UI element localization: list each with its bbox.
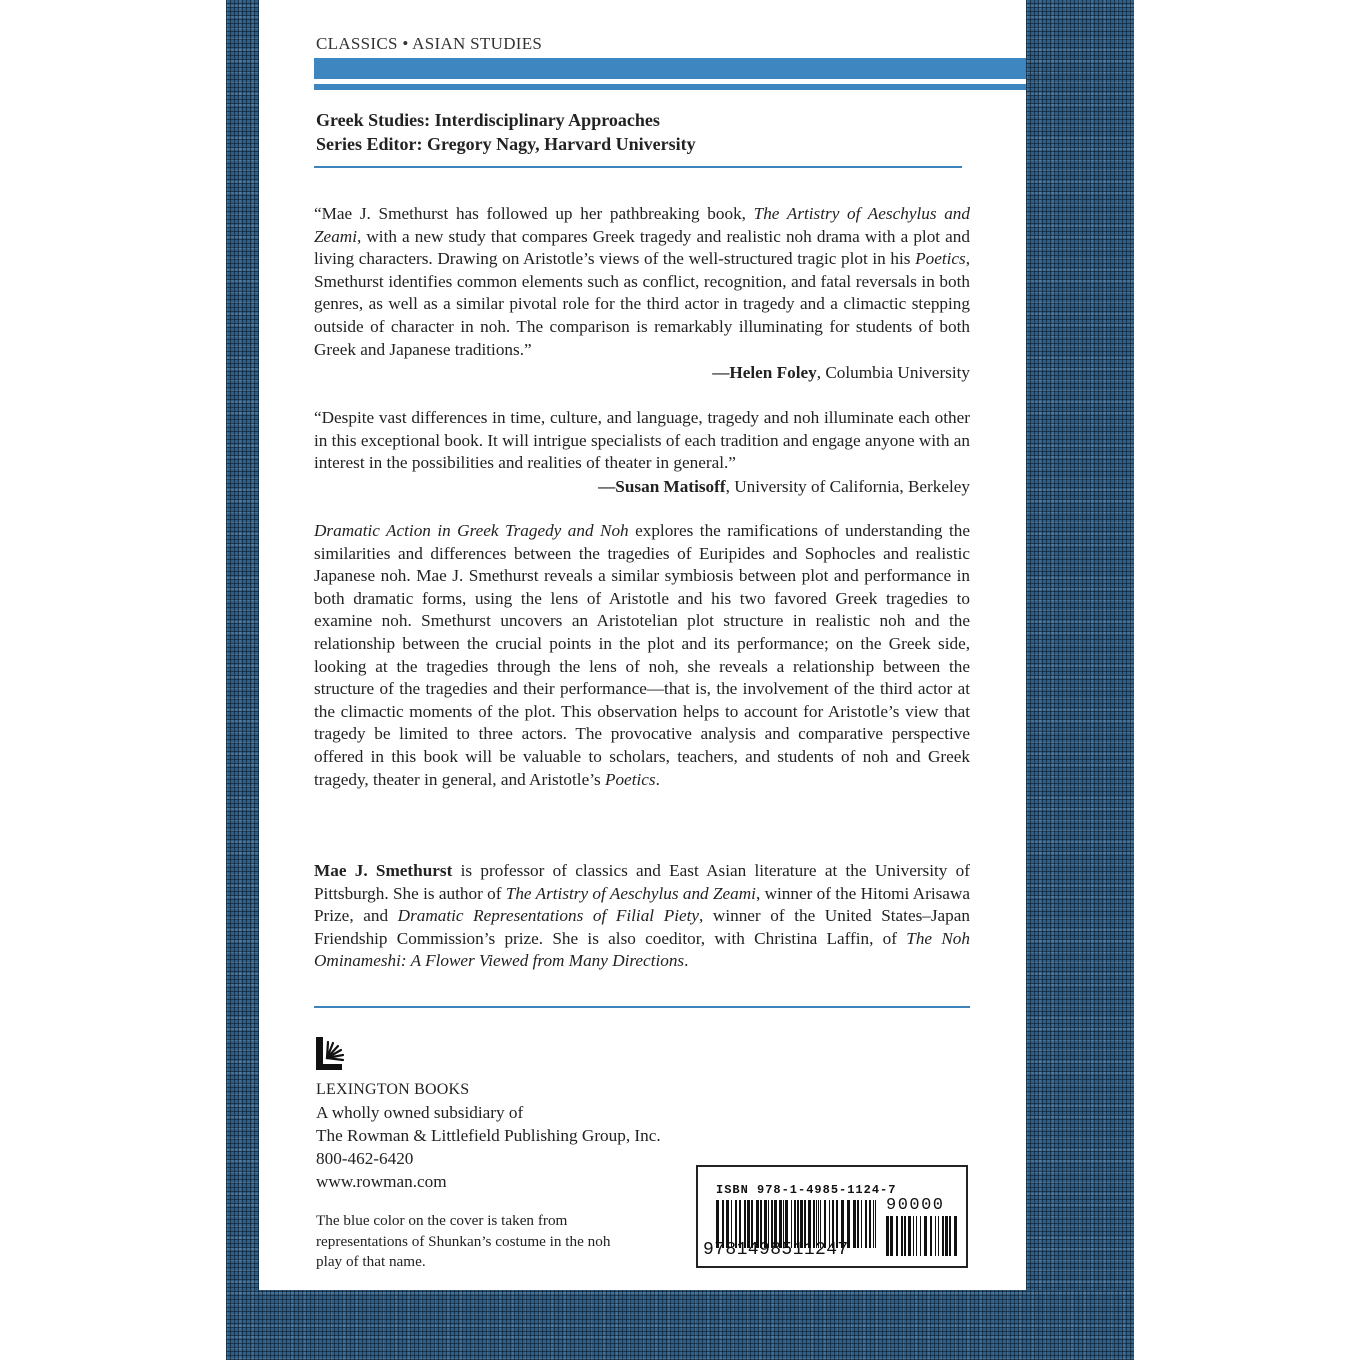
blurb-quote-1: [314, 203, 970, 361]
barcode-bar: [916, 1216, 917, 1256]
attribution-affiliation: , University of California, Berkeley: [725, 477, 970, 496]
author-bio: [314, 860, 970, 973]
price-code: 90000: [886, 1196, 945, 1215]
cloth-texture-right: [1026, 0, 1134, 1360]
attribution-dash: —: [598, 477, 616, 496]
barcode-bar: [865, 1200, 867, 1248]
barcode-bar: [945, 1216, 948, 1256]
barcode-bar: [930, 1216, 932, 1256]
barcode-bar: [935, 1216, 936, 1256]
bio-book-title: The Noh Ominameshi: A Flower Viewed from Many Directions: [314, 928, 970, 971]
bio-text: , winner of the Hitomi Arisawa Prize, and: [314, 883, 970, 926]
blurb-1-text: , with a new study that compares Greek tragedy and realistic noh drama with a plot and living characters. Drawing on Aristotle’s views of the well-structured tragic plot in his: [314, 226, 970, 269]
blurb-1-poetics: Poetics: [915, 249, 966, 269]
bio-text: is professor of classics and East Asian literature at the University of Pittsburgh. She is author of: [314, 861, 970, 903]
blurb-1-text: “Mae J. Smethurst has followed up her pathbreaking book,: [314, 204, 754, 223]
barcode-bar: [875, 1200, 876, 1248]
divider-top: [314, 166, 962, 168]
header-band-thick: [314, 58, 1026, 79]
cloth-texture-left: [226, 0, 259, 1360]
cover-color-note: The blue color on the cover is taken from representations of Shunkan’s costume in the noh play of that name.: [316, 1212, 611, 1270]
series-editor: Series Editor: Gregory Nagy, Harvard University: [316, 134, 696, 154]
barcode-bar: [908, 1216, 911, 1256]
description-text: explores the ramifications of understanding the similarities and differences between the tragedies of Euripides and Sophocles and realistic Japanese noh. Mae J. Smethurst reveals a similar symbiosis between plot and performance in both dramatic forms, using the lens of Aristotle and his two favored Greek tragedies to examine noh. Smethurst uncovers an Aristotelian plot structure in realistic noh and the relationship between the crucial points in the plot and its performance; on the Greek side, looking at the tragedies through the lens of noh, she reveals a relationship between the structure of the tragedies and their performance—that is, the involvement of the third actor at the climactic moments of the plot. This observation helps to account for Aristotle’s view that tragedy be limited to three actors. The provocative analysis and comparative perspective offered in this book will be valuable to scholars, teachers, and students of noh and Greek tragedy, theater in general, and Aristotle’s: [314, 521, 970, 789]
barcode-bar: [920, 1216, 921, 1256]
bio-text: , winner of the United States–Japan Friendship Commission’s prize. She is also coeditor, with Christina Laffin, of: [314, 906, 970, 948]
barcode-bar: [861, 1200, 862, 1248]
description-book-title: Dramatic Action in Greek Tragedy and Noh: [314, 521, 629, 540]
bio-text: .: [684, 951, 689, 971]
isbn-label: ISBN 978-1-4985-1124-7: [716, 1183, 897, 1197]
barcode-bar: [896, 1216, 898, 1256]
attribution-dash: —: [712, 363, 730, 382]
barcode-bar: [913, 1216, 914, 1256]
publisher-website: www.rowman.com: [316, 1172, 447, 1191]
barcode-bar: [869, 1200, 871, 1248]
attribution-name: Helen Foley: [729, 363, 817, 382]
blurb-attribution-2: [314, 476, 970, 499]
barcode-bar: [949, 1216, 951, 1256]
bio-book-title: Dramatic Representations of Filial Piety: [397, 906, 699, 926]
book-description: [314, 520, 970, 791]
publisher-line-1: A wholly owned subsidiary of: [316, 1103, 524, 1122]
attribution-name: Susan Matisoff: [615, 477, 726, 496]
subject-category: CLASSICS • ASIAN STUDIES: [316, 34, 543, 53]
author-name: Mae J. Smethurst: [314, 861, 453, 880]
publisher-name: LEXINGTON BOOKS: [316, 1081, 470, 1098]
description-text: .: [655, 769, 660, 789]
barcode-bar: [853, 1200, 856, 1248]
barcode-bar: [857, 1200, 859, 1248]
barcode-bar: [954, 1216, 957, 1256]
series-title: Greek Studies: Interdisciplinary Approaches: [316, 110, 660, 130]
barcode-bar: [904, 1216, 906, 1256]
barcode-bar: [924, 1216, 927, 1256]
blurb-1-book-title: The Artistry of Aeschylus and Zeami: [314, 204, 970, 246]
divider-bottom: [314, 1006, 970, 1008]
blurb-1-text: , Smethurst identifies common elements such as conflict, recognition, and fatal reversals in both genres, as well as a similar pivotal role for the third actor in tragedy and a climactic stepping outside of character in noh. The comparison is remarkably illuminating for students of both Greek and Japanese traditions.”: [314, 249, 970, 359]
barcode-bar: [886, 1216, 889, 1256]
description-poetics: Poetics: [604, 769, 656, 789]
barcode-bar: [901, 1216, 903, 1256]
barcode-bar: [873, 1200, 874, 1248]
barcode-bar: [890, 1216, 893, 1256]
blurb-quote-2: [314, 407, 970, 475]
series-info: [316, 108, 956, 156]
blurb-attribution-1: [314, 362, 970, 385]
publisher-info: [316, 1078, 661, 1193]
cloth-texture-bottom: [226, 1290, 1134, 1360]
bio-book-title: The Artistry of Aeschylus and Zeami: [505, 883, 756, 903]
header-band-thin: [314, 84, 1026, 90]
barcode-bar: [938, 1216, 939, 1256]
blurb-2-text: “Despite vast differences in time, culture, and language, tragedy and noh illuminate each other in this exceptional book. It will intrigue specialists of each tradition and engage anyone with an interest in the possibilities and realities of theater in general.”: [314, 408, 970, 473]
publisher-line-2: The Rowman & Littlefield Publishing Group, Inc.: [316, 1126, 661, 1145]
addon-barcode: [886, 1216, 958, 1256]
publisher-phone: 800-462-6420: [316, 1149, 414, 1168]
lexington-books-logo-icon: [314, 1034, 354, 1074]
attribution-affiliation: , Columbia University: [816, 363, 970, 382]
ean-digits: 9781498511247: [703, 1240, 849, 1260]
barcode-bar: [942, 1216, 944, 1256]
